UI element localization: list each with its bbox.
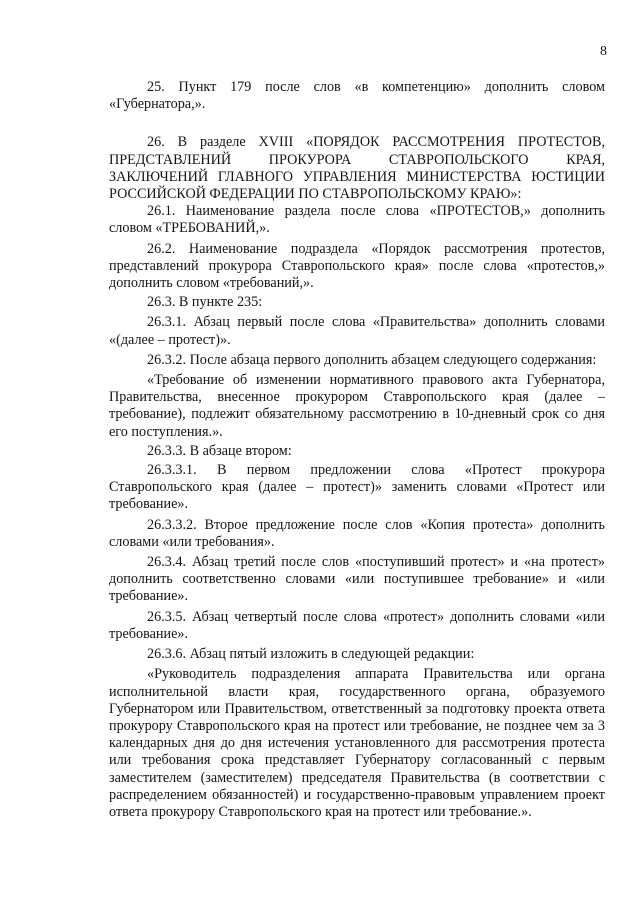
- paragraph-26-2: 26.2. Наименование подраздела «Порядок рассмотрения протестов, представлений прокурора Ставропольского края» после слова «протестов,» дополнить словом «требований,».: [109, 240, 605, 292]
- paragraph-26-3-3-2: 26.3.3.2. Второе предложение после слов «Копия протеста» дополнить словами «или требования».: [109, 516, 605, 550]
- paragraph-25: 25. Пункт 179 после слов «в компетенцию» дополнить словом «Губернатора,».: [109, 79, 605, 113]
- document-body: [109, 79, 605, 821]
- paragraph-26-1: 26.1. Наименование раздела после слова «ПРОТЕСТОВ,» дополнить словом «ТРЕБОВАНИЙ,».: [109, 203, 605, 237]
- paragraph-26-3-5: 26.3.5. Абзац четвертый после слова «протест» дополнить словами «или требование».: [109, 608, 605, 642]
- paragraph-26-3-1: 26.3.1. Абзац первый после слова «Правительства» дополнить словами «(далее – протест)».: [109, 314, 605, 348]
- paragraph-26-3-2: 26.3.2. После абзаца первого дополнить абзацем следующего содержания:: [147, 351, 597, 368]
- paragraph-26-3-6: 26.3.6. Абзац пятый изложить в следующей редакции:: [147, 646, 475, 663]
- paragraph-26: 26. В разделе XVIII «ПОРЯДОК РАССМОТРЕНИЯ ПРОТЕСТОВ, ПРЕДСТАВЛЕНИЙ ПРОКУРОРА СТАВРОПОЛЬСКОГО КРАЯ, ЗАКЛЮЧЕНИЙ ГЛАВНОГО УПРАВЛЕНИЯ МИНИСТЕРСТВА ЮСТИЦИИ РОССИЙСКОЙ ФЕДЕРАЦИИ ПО СТАВРОПОЛЬСКОМУ КРАЮ»:: [109, 134, 605, 203]
- paragraph-26-3-3-1: 26.3.3.1. В первом предложении слова «Протест прокурора Ставропольского края (далее – протест)» заменить словами «Протест или требование».: [109, 462, 605, 513]
- paragraph-26-3-3: 26.3.3. В абзаце втором:: [147, 442, 292, 459]
- paragraph-26-3: 26.3. В пункте 235:: [147, 294, 263, 311]
- paragraph-quoted-requirement: «Требование об изменении нормативного правового акта Губернатора, Правительства, внесенное прокурором Ставропольского края (далее – требование), подлежит обязательному рассмотрению в 10-дневный срок со дня его поступления.».: [109, 372, 605, 440]
- paragraph-quoted-new-text: «Руководитель подразделения аппарата Правительства или органа исполнительной власти края, государственного органа, образуемого Губернатором или Правительством, ответственный за подготовку проекта ответа прокурору Ставропольского края на протест или требование, не позднее чем за 3 календарных дня до дня истечения установленного для рассмотрения протеста или требования срока представляет Губернатору согласованный с первым заместителем (заместителем) председателя Правительства (в соответствии с распределением обязанностей) и государственно-правовым управлением проект ответа прокурору Ставропольского края на протест или требование.».: [109, 666, 605, 820]
- paragraph-26-3-4: 26.3.4. Абзац третий после слов «поступивший протест» и «на протест» дополнить соответственно словами «или поступившее требование» и «или требование».: [109, 554, 605, 605]
- page-number: 8: [600, 44, 607, 59]
